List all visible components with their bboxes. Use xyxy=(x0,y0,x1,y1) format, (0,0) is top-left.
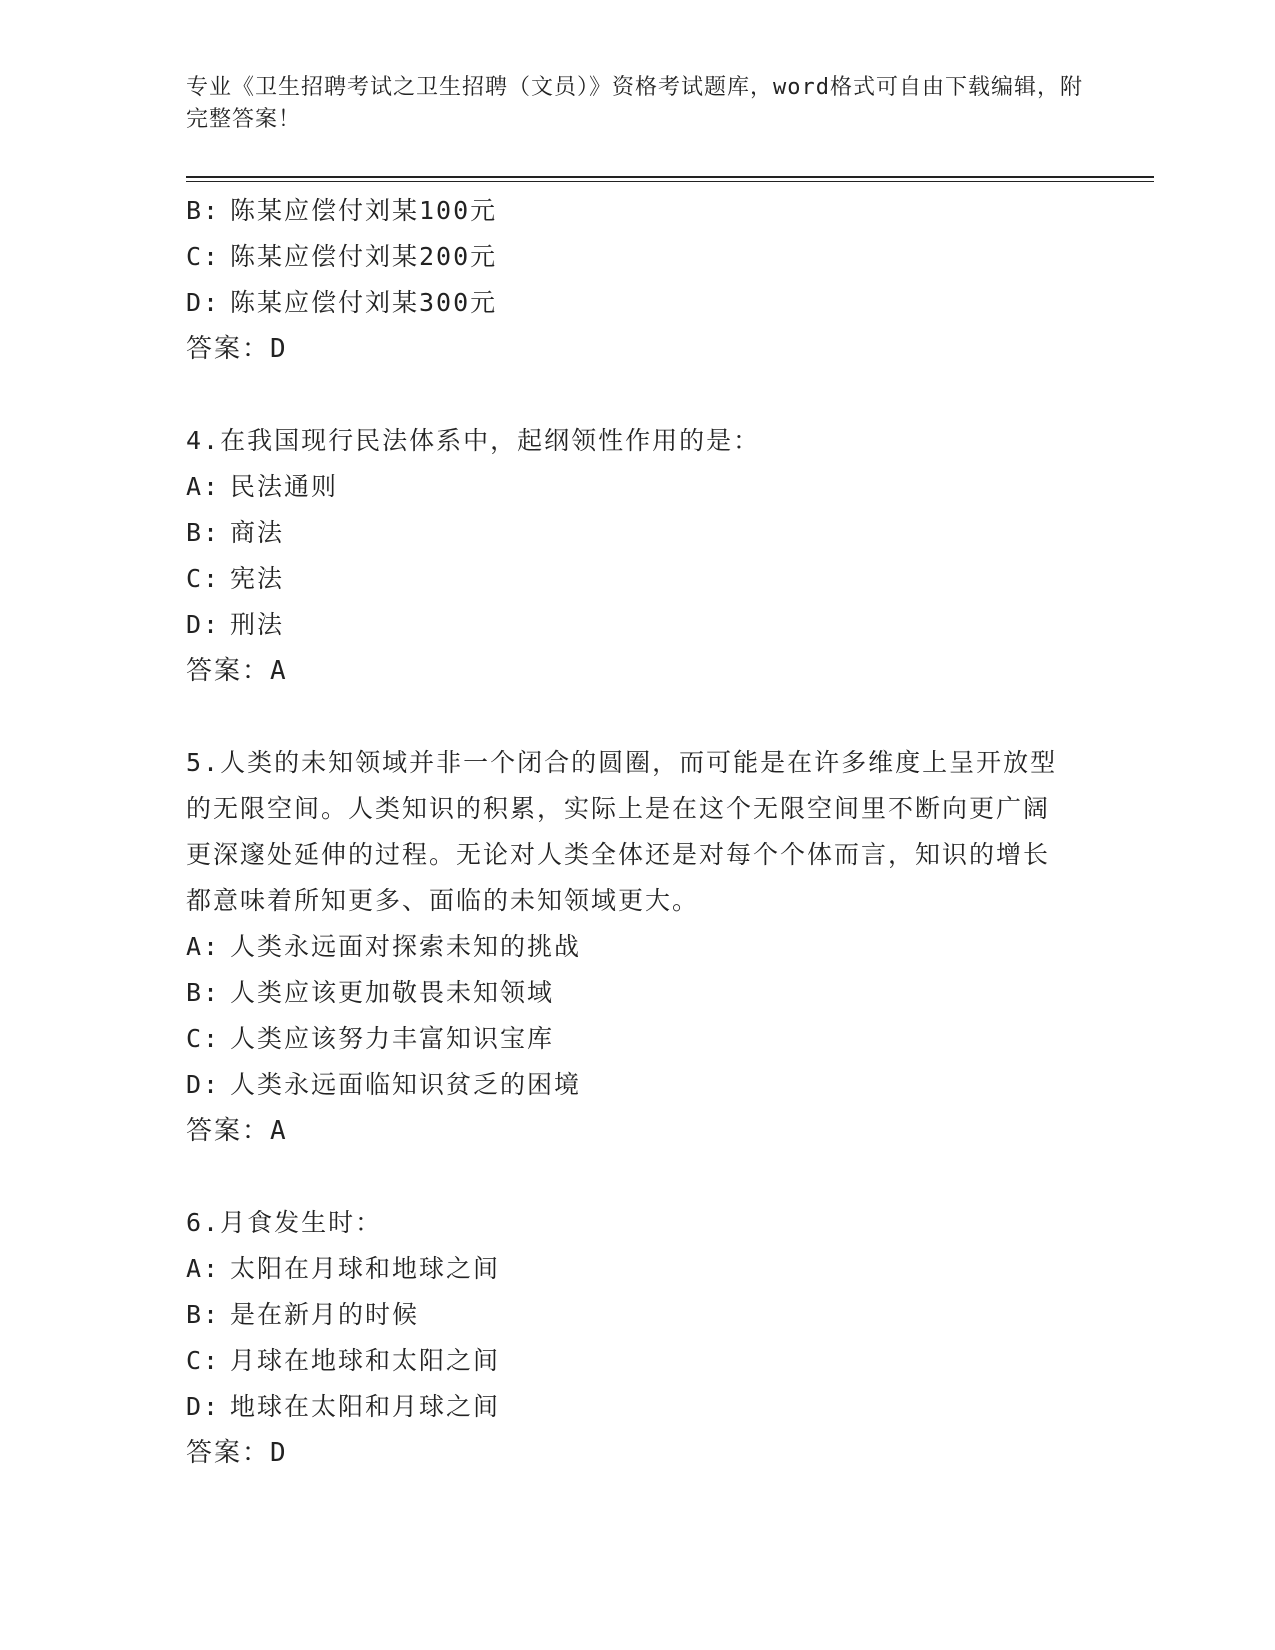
answer-line: 答案：A xyxy=(186,656,288,686)
spacer xyxy=(186,694,1066,740)
question-6 xyxy=(186,1200,1066,1476)
option-text: 太阳在月球和地球之间 xyxy=(230,1254,501,1283)
option-letter: B: xyxy=(186,978,221,1007)
option-letter: C: xyxy=(186,1024,221,1053)
question-5 xyxy=(186,740,1066,1154)
option-c xyxy=(186,1016,1066,1062)
option-letter: B: xyxy=(186,518,221,547)
spacer xyxy=(186,1154,1066,1200)
option-a xyxy=(186,1246,1066,1292)
option-text: 月球在地球和太阳之间 xyxy=(230,1346,501,1375)
header-divider xyxy=(186,176,1154,182)
option-c xyxy=(186,1338,1066,1384)
option-letter: C: xyxy=(186,1346,221,1375)
option-letter: D: xyxy=(186,1392,221,1421)
option-text: 人类永远面临知识贫乏的困境 xyxy=(230,1070,582,1099)
option-text: 是在新月的时候 xyxy=(230,1300,420,1329)
option-text: 商法 xyxy=(230,518,285,547)
option-d xyxy=(186,602,1066,648)
option-letter: A: xyxy=(186,1254,221,1283)
option-letter: D: xyxy=(186,1070,221,1099)
option-letter: D: xyxy=(186,610,221,639)
option-b xyxy=(186,188,1066,234)
option-text: 人类应该更加敬畏未知领域 xyxy=(230,978,555,1007)
question-stem: 4.在我国现行民法体系中，起纲领性作用的是： xyxy=(186,426,761,455)
option-text: 地球在太阳和月球之间 xyxy=(230,1392,501,1421)
option-letter: C: xyxy=(186,564,221,593)
question-3-continued xyxy=(186,188,1066,372)
option-letter: B: xyxy=(186,196,221,225)
option-text: 刑法 xyxy=(230,610,285,639)
option-c xyxy=(186,556,1066,602)
option-b xyxy=(186,970,1066,1016)
document-header: 专业《卫生招聘考试之卫生招聘（文员）》资格考试题库，word格式可自由下载编辑，附完整答案！ xyxy=(186,75,1083,132)
answer-line: 答案：A xyxy=(186,1116,288,1146)
option-text: 人类应该努力丰富知识宝库 xyxy=(230,1024,555,1053)
option-a xyxy=(186,924,1066,970)
option-text: 陈某应偿付刘某200元 xyxy=(230,242,498,271)
option-letter: C: xyxy=(186,242,221,271)
option-d xyxy=(186,280,1066,326)
option-letter: B: xyxy=(186,1300,221,1329)
option-text: 宪法 xyxy=(230,564,285,593)
option-a xyxy=(186,464,1066,510)
option-c xyxy=(186,234,1066,280)
option-text: 陈某应偿付刘某100元 xyxy=(230,196,498,225)
option-d xyxy=(186,1384,1066,1430)
question-stem: 5.人类的未知领域并非一个闭合的圆圈，而可能是在许多维度上呈开放型的无限空间。人类知识的积累，实际上是在这个无限空间里不断向更广阔更深邃处延伸的过程。无论对人类全体还是对每个个体而言，知识的增长都意味着所知更多、面临的未知领域更大。 xyxy=(186,748,1058,915)
answer-line: 答案：D xyxy=(186,334,288,364)
question-stem: 6.月食发生时： xyxy=(186,1208,383,1237)
option-d xyxy=(186,1062,1066,1108)
spacer xyxy=(186,372,1066,418)
option-text: 陈某应偿付刘某300元 xyxy=(230,288,498,317)
option-b xyxy=(186,1292,1066,1338)
question-4 xyxy=(186,418,1066,694)
option-letter: D: xyxy=(186,288,221,317)
option-text: 民法通则 xyxy=(230,472,339,501)
option-text: 人类永远面对探索未知的挑战 xyxy=(230,932,582,961)
question-list xyxy=(186,188,1066,1476)
option-b xyxy=(186,510,1066,556)
option-letter: A: xyxy=(186,932,221,961)
option-letter: A: xyxy=(186,472,221,501)
answer-line: 答案：D xyxy=(186,1438,288,1468)
